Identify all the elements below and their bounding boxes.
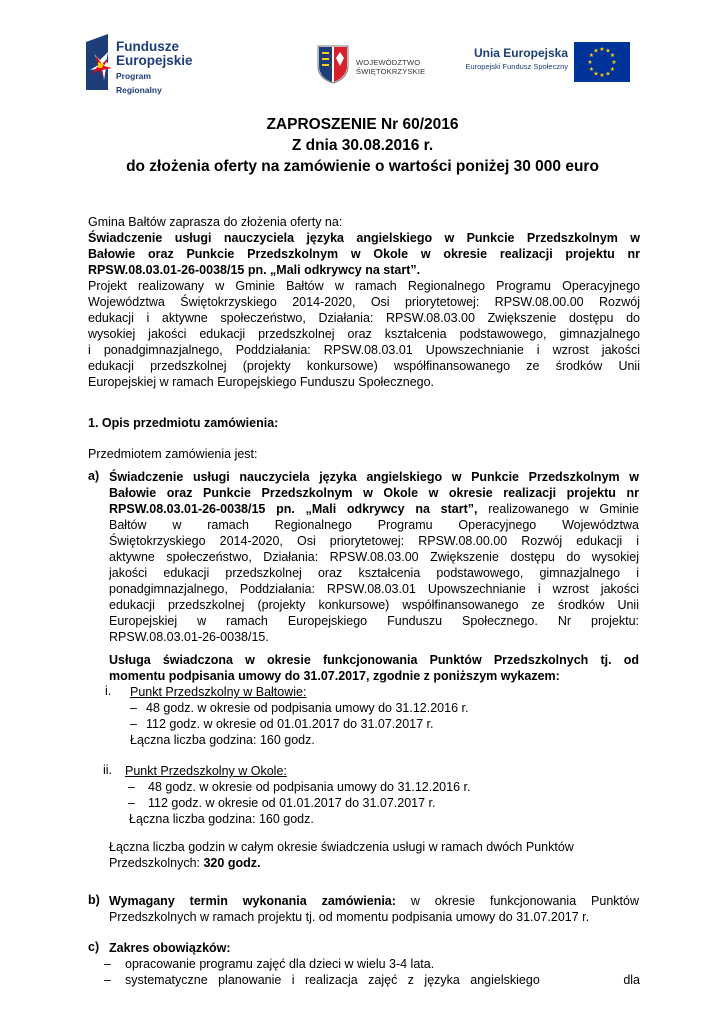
- list-item: [104, 956, 640, 972]
- ue-line1: Unia Europejska: [473, 46, 568, 60]
- intro-paragraph-line: Europejskiej w ramach Europejskiego Funduszu Społecznego.: [88, 375, 435, 389]
- list-item: [130, 700, 550, 716]
- service-line: momentu podpisania umowy do 31.07.2017, zgodnie z poniższym wykazem:: [109, 669, 560, 683]
- list-item-text: systematyczne planowanie i realizacja zajęć z języka angielskiego: [125, 973, 540, 987]
- list-item: [130, 716, 550, 732]
- sub-i-total: Łączna liczba godzina: 160 godz.: [130, 733, 315, 747]
- item-a-line-rest: realizowanego w Gminie: [477, 502, 639, 516]
- sub-i-title: Punkt Przedszkolny w Bałtowie:: [130, 685, 307, 699]
- fe-line2: Europejskie: [116, 53, 193, 68]
- service-line: Usługa świadczona w okresie funkcjonowania Punktów Przedszkolnych tj. od: [109, 653, 639, 667]
- item-a-line: edukacji przedszkolnej (projekty konkursowe) współfinansowanego ze środków Unii: [109, 598, 639, 612]
- fe-line3: Program Regionalny: [116, 71, 162, 95]
- item-c: [109, 940, 639, 956]
- intro-bold-line: RPSW.08.03.01-26-0038/15 pn. „Mali odkrywcy na start”.: [88, 263, 421, 277]
- list-item: [128, 795, 548, 811]
- list-item-text: 112 godz. w okresie od 01.01.2017 do 31.07.2017 r.: [148, 796, 436, 810]
- svg-text:★: ★: [588, 66, 595, 73]
- fe-star-icon: [86, 34, 114, 90]
- intro-paragraph-line: edukacji przedszkolnej (projekty konkursowe) współfinansowanego ze środków Unii: [88, 359, 640, 373]
- sum-block: [109, 839, 639, 871]
- list-item-text: 48 godz. w okresie od podpisania umowy do 31.12.2016 r.: [148, 780, 471, 794]
- dash-marker: –: [104, 957, 111, 971]
- list-item-text: opracowanie programu zajęć dla dzieci w wielu 3-4 lata.: [125, 957, 435, 971]
- intro-paragraph-line: edukacji i aktywne społeczeństwo, Działania: RPSW.08.03.00 Zwiększenie dostępu do: [88, 311, 640, 325]
- sum-label: Przedszkolnych:: [109, 856, 204, 870]
- sub-item-ii: [125, 763, 545, 827]
- sum-value: 320 godz.: [203, 856, 261, 870]
- svg-text:★: ★: [599, 72, 605, 79]
- intro-bold-line: Świadczenie usługi nauczyciela języka angielskiego w Punkcie Przedszkolnym w: [88, 231, 640, 245]
- list-item-text: 48 godz. w okresie od podpisania umowy do 31.12.2016 r.: [146, 701, 469, 715]
- item-c-list: [104, 956, 640, 988]
- fundusze-europejskie-logo: [86, 34, 196, 95]
- item-b-line: [109, 893, 639, 909]
- section1-lead: Przedmiotem zamówienia jest:: [88, 447, 258, 461]
- intro-section: [88, 214, 640, 390]
- sum-line: Łączna liczba godzin w całym okresie świadczenia usługi w ramach dwóch Punktów: [109, 840, 574, 854]
- item-c-marker: c): [88, 940, 100, 954]
- item-b-label: Wymagany termin wykonania zamówienia:: [109, 894, 396, 908]
- sub-ii-title: Punkt Przedszkolny w Okole:: [125, 764, 287, 778]
- section1-heading: 1. Opis przedmiotu zamówienia:: [88, 416, 279, 430]
- item-a-line: jakości edukacji przedszkolnej oraz kształcenia podstawowego, gimnazjalnego i: [109, 566, 639, 580]
- item-a: [109, 469, 639, 684]
- list-item: [104, 972, 640, 988]
- intro-bold-line: Bałowie oraz Punkcie Przedszkolnym w Okole w okresie realizacji projektu nr: [88, 247, 640, 261]
- eu-flag-icon: [574, 42, 630, 82]
- item-a-line: Bałowie oraz Punkcie Przedszkolnym w Okole w okresie realizacji projektu nr: [109, 486, 639, 500]
- item-b-marker: b): [88, 893, 100, 907]
- unia-europejska-logo: [455, 42, 635, 86]
- sw-line2: ŚWIĘTOKRZYSKIE: [356, 67, 426, 76]
- item-a-line: Świętokrzyskiego 2014-2020, Osi priorytetowej: RPSW.08.00.00 Rozwój edukacji i: [109, 534, 639, 548]
- dash-marker: –: [128, 796, 135, 810]
- item-a-line: Europejskiej w ramach Europejskiego Funduszu Społecznego. Nr projektu:: [109, 614, 639, 628]
- item-a-line: RPSW.08.03.01-26-0038/15.: [109, 630, 269, 644]
- intro-paragraph-line: Województwa Świętokrzyskiego 2014-2020, Osi priorytetowej: RPSW.08.00.00 Rozwój: [88, 295, 640, 309]
- item-c-title: Zakres obowiązków:: [109, 941, 231, 955]
- title-line2: Z dnia 30.08.2016 r.: [291, 137, 434, 154]
- item-a-line: Świadczenie usługi nauczyciela języka angielskiego w Punkcie Przedszkolnym w: [109, 470, 639, 484]
- wojewodztwo-logo: [316, 44, 426, 88]
- title-line1: ZAPROSZENIE Nr 60/2016: [266, 116, 459, 133]
- list-item-text-end: dla: [623, 973, 640, 987]
- sub-ii-marker: ii.: [103, 763, 113, 777]
- svg-text:★: ★: [599, 46, 605, 53]
- item-b-line: Przedszkolnych w ramach projektu tj. od momentu podpisania umowy do 31.07.2017 r.: [109, 910, 590, 924]
- coat-of-arms-icon: [316, 44, 350, 84]
- dash-marker: –: [130, 701, 137, 715]
- item-a-project-code: RPSW.08.03.01-26-0038/15 pn. „Mali odkrywcy na start”,: [109, 502, 478, 516]
- header-logos: [0, 34, 725, 94]
- ue-line2: Europejski Fundusz Społeczny: [465, 62, 568, 71]
- list-item-text: 112 godz. w okresie od 01.01.2017 do 31.07.2017 r.: [146, 717, 434, 731]
- item-a-line: Bałtów w ramach Regionalnego Programu Operacyjnego Województwa: [109, 518, 639, 532]
- list-item: [128, 779, 548, 795]
- section1-heading-block: [88, 415, 640, 431]
- svg-text:★: ★: [609, 66, 616, 73]
- svg-text:★: ★: [593, 47, 599, 55]
- svg-text:★: ★: [593, 70, 599, 78]
- svg-text:★: ★: [611, 59, 617, 66]
- item-a-line: [109, 501, 639, 517]
- svg-text:★: ★: [609, 52, 616, 59]
- item-a-line: aktywne społeczeństwo, Działania: RPSW.08.03.00 Zwiększenie dostępu do wysokiej: [109, 550, 639, 564]
- svg-text:★: ★: [605, 47, 611, 55]
- title-line3: do złożenia oferty na zamówienie o wartości poniżej 30 000 euro: [126, 158, 599, 175]
- svg-text:★: ★: [587, 59, 593, 66]
- sub-item-i: [130, 684, 550, 748]
- fe-line1: Fundusze: [116, 39, 179, 54]
- intro-paragraph-line: wysokiej jakości edukacji przedszkolnej oraz kształcenia podstawowego, gimnazjalnego: [88, 327, 640, 341]
- intro-line: Gmina Bałtów zaprasza do złożenia oferty na:: [88, 215, 343, 229]
- sub-i-marker: i.: [105, 684, 112, 698]
- dash-marker: –: [130, 717, 137, 731]
- svg-text:★: ★: [605, 70, 611, 78]
- item-a-marker: a): [88, 469, 100, 483]
- intro-paragraph-line: i ponadgimnazjalnego, Poddziałania: RPSW.08.03.01 Upowszechnianie i wzrost jakości: [88, 343, 640, 357]
- intro-paragraph-line: Projekt realizowany w Gminie Bałtów w ramach Regionalnego Programu Operacyjnego: [88, 279, 640, 293]
- item-b: [109, 893, 639, 925]
- item-b-line-rest: w okresie funkcjonowania Punktów: [395, 894, 640, 908]
- sub-ii-total: Łączna liczba godzina: 160 godz.: [129, 812, 314, 826]
- dash-marker: –: [104, 973, 111, 987]
- svg-text:★: ★: [588, 52, 595, 59]
- dash-marker: –: [128, 780, 135, 794]
- sum-line: [109, 855, 639, 871]
- item-a-line: ponadgimnazjalnego, Poddziałania: RPSW.08.03.01 Upowszechnianie i wzrost jakości: [109, 582, 639, 596]
- sw-line1: WOJEWÓDZTWO: [356, 58, 421, 67]
- document-title: [0, 114, 725, 177]
- section1-lead-block: [88, 446, 640, 462]
